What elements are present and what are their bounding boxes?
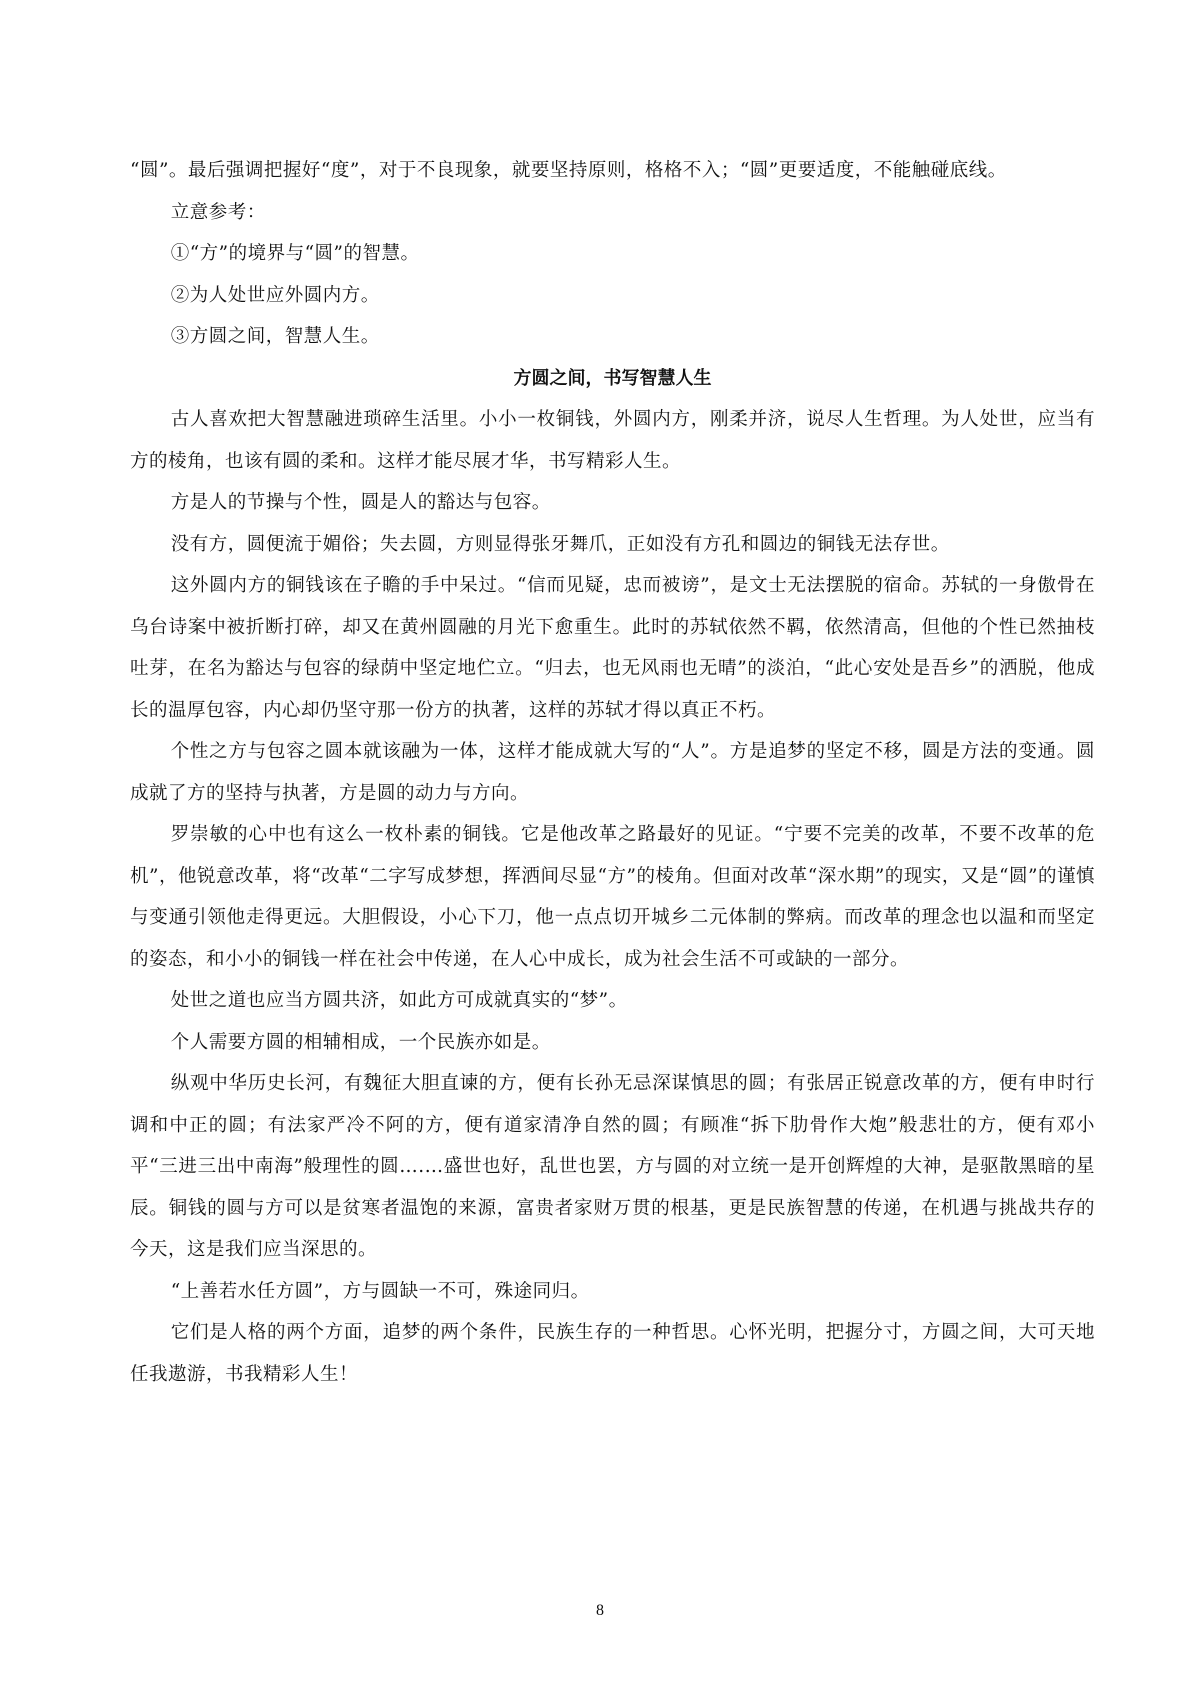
reference-item-2: ②为人处世应外圆内方。 <box>170 284 380 306</box>
essay-paragraph-4: 这外圆内方的铜钱该在子瞻的手中呆过。“信而见疑，忠而被谤”，是文士无法摆脱的宿命。苏轼的一身傲骨在乌台诗案中被折断打碎，却又在黄州圆融的月光下愈重生。此时的苏轼依然不羁，依然清高，但他的个性已然抽枝吐芽，在名为豁达与包容的绿荫中坚定地伫立。“归去，也无风雨也无晴”的淡泊，“此心安处是吾乡”的洒脱，他成长的温厚包容，内心却仍坚守那一份方的执著，这样的苏轼才得以真正不朽。 <box>130 575 1095 721</box>
essay-paragraph-11: 它们是人格的两个方面，追梦的两个条件，民族生存的一种哲思。心怀光明，把握分寸，方圆之间，大可天地任我遨游，书我精彩人生！ <box>130 1322 1095 1385</box>
essay-paragraph-10: “上善若水任方圆”，方与圆缺一不可，殊途同归。 <box>170 1280 590 1302</box>
essay-paragraph-5: 个性之方与包容之圆本就该融为一体，这样才能成就大写的“人”。方是追梦的坚定不移，圆是方法的变通。圆成就了方的坚持与执著，方是圆的动力与方向。 <box>130 741 1095 804</box>
essay-paragraph-2: 方是人的节操与个性，圆是人的豁达与包容。 <box>170 492 551 513</box>
essay-paragraph-1: 古人喜欢把大智慧融进琐碎生活里。小小一枚铜钱，外圆内方，刚柔并济，说尽人生哲理。为人处世，应当有方的棱角，也该有圆的柔和。这样才能尽展才华，书写精彩人生。 <box>130 409 1095 472</box>
page-number: 8 <box>596 1602 604 1619</box>
essay-paragraph-9: 纵观中华历史长河，有魏征大胆直谏的方，便有长孙无忌深谋慎思的圆；有张居正锐意改革的方，便有申时行调和中正的圆；有法家严冷不阿的方，便有道家清净自然的圆；有顾准“拆下肋骨作大炮”般悲壮的方，便有邓小平“三进三出中南海”般理性的圆….…盛世也好，乱世也罢，方与圆的对立统一是开创辉煌的大神，是驱散黑暗的星辰。铜钱的圆与方可以是贫寒者温饱的来源，富贵者家财万贯的根基，更是民族智慧的传递，在机遇与挑战共存的今天，这是我们应当深思的。 <box>130 1073 1095 1260</box>
essay-paragraph-6: 罗崇敏的心中也有这么一枚朴素的铜钱。它是他改革之路最好的见证。“宁要不完美的改革，不要不改革的危机”，他锐意改革，将“改革“二字写成梦想，挥洒间尽显“方”的棱角。但面对改革“深水期”的现实，又是“圆”的谨慎与变通引领他走得更远。大胆假设，小心下刀，他一点点切开城乡二元体制的弊病。而改革的理念也以温和而坚定的姿态，和小小的铜钱一样在社会中传递，在人心中成长，成为社会生活不可或缺的一部分。 <box>130 824 1095 970</box>
essay-title: 方圆之间，书写智慧人生 <box>513 367 712 389</box>
reference-heading: 立意参考： <box>170 201 266 223</box>
reference-item-3: ③方圆之间，智慧人生。 <box>170 326 380 347</box>
essay-paragraph-7: 处世之道也应当方圆共济，如此方可成就真实的“梦”。 <box>170 990 628 1011</box>
reference-item-1: ①“方”的境界与“圆”的智慧。 <box>170 243 420 264</box>
document-page <box>130 150 1095 1395</box>
intro-paragraph: “圆”。最后强调把握好“度”，对于不良现象，就要坚持原则，格格不入；“圆”更要适度，不能触碰底线。 <box>130 160 1007 181</box>
essay-paragraph-3: 没有方，圆便流于媚俗；失去圆，方则显得张牙舞爪，正如没有方孔和圆边的铜钱无法存世。 <box>170 533 950 555</box>
essay-paragraph-8: 个人需要方圆的相辅相成，一个民族亦如是。 <box>170 1031 551 1053</box>
